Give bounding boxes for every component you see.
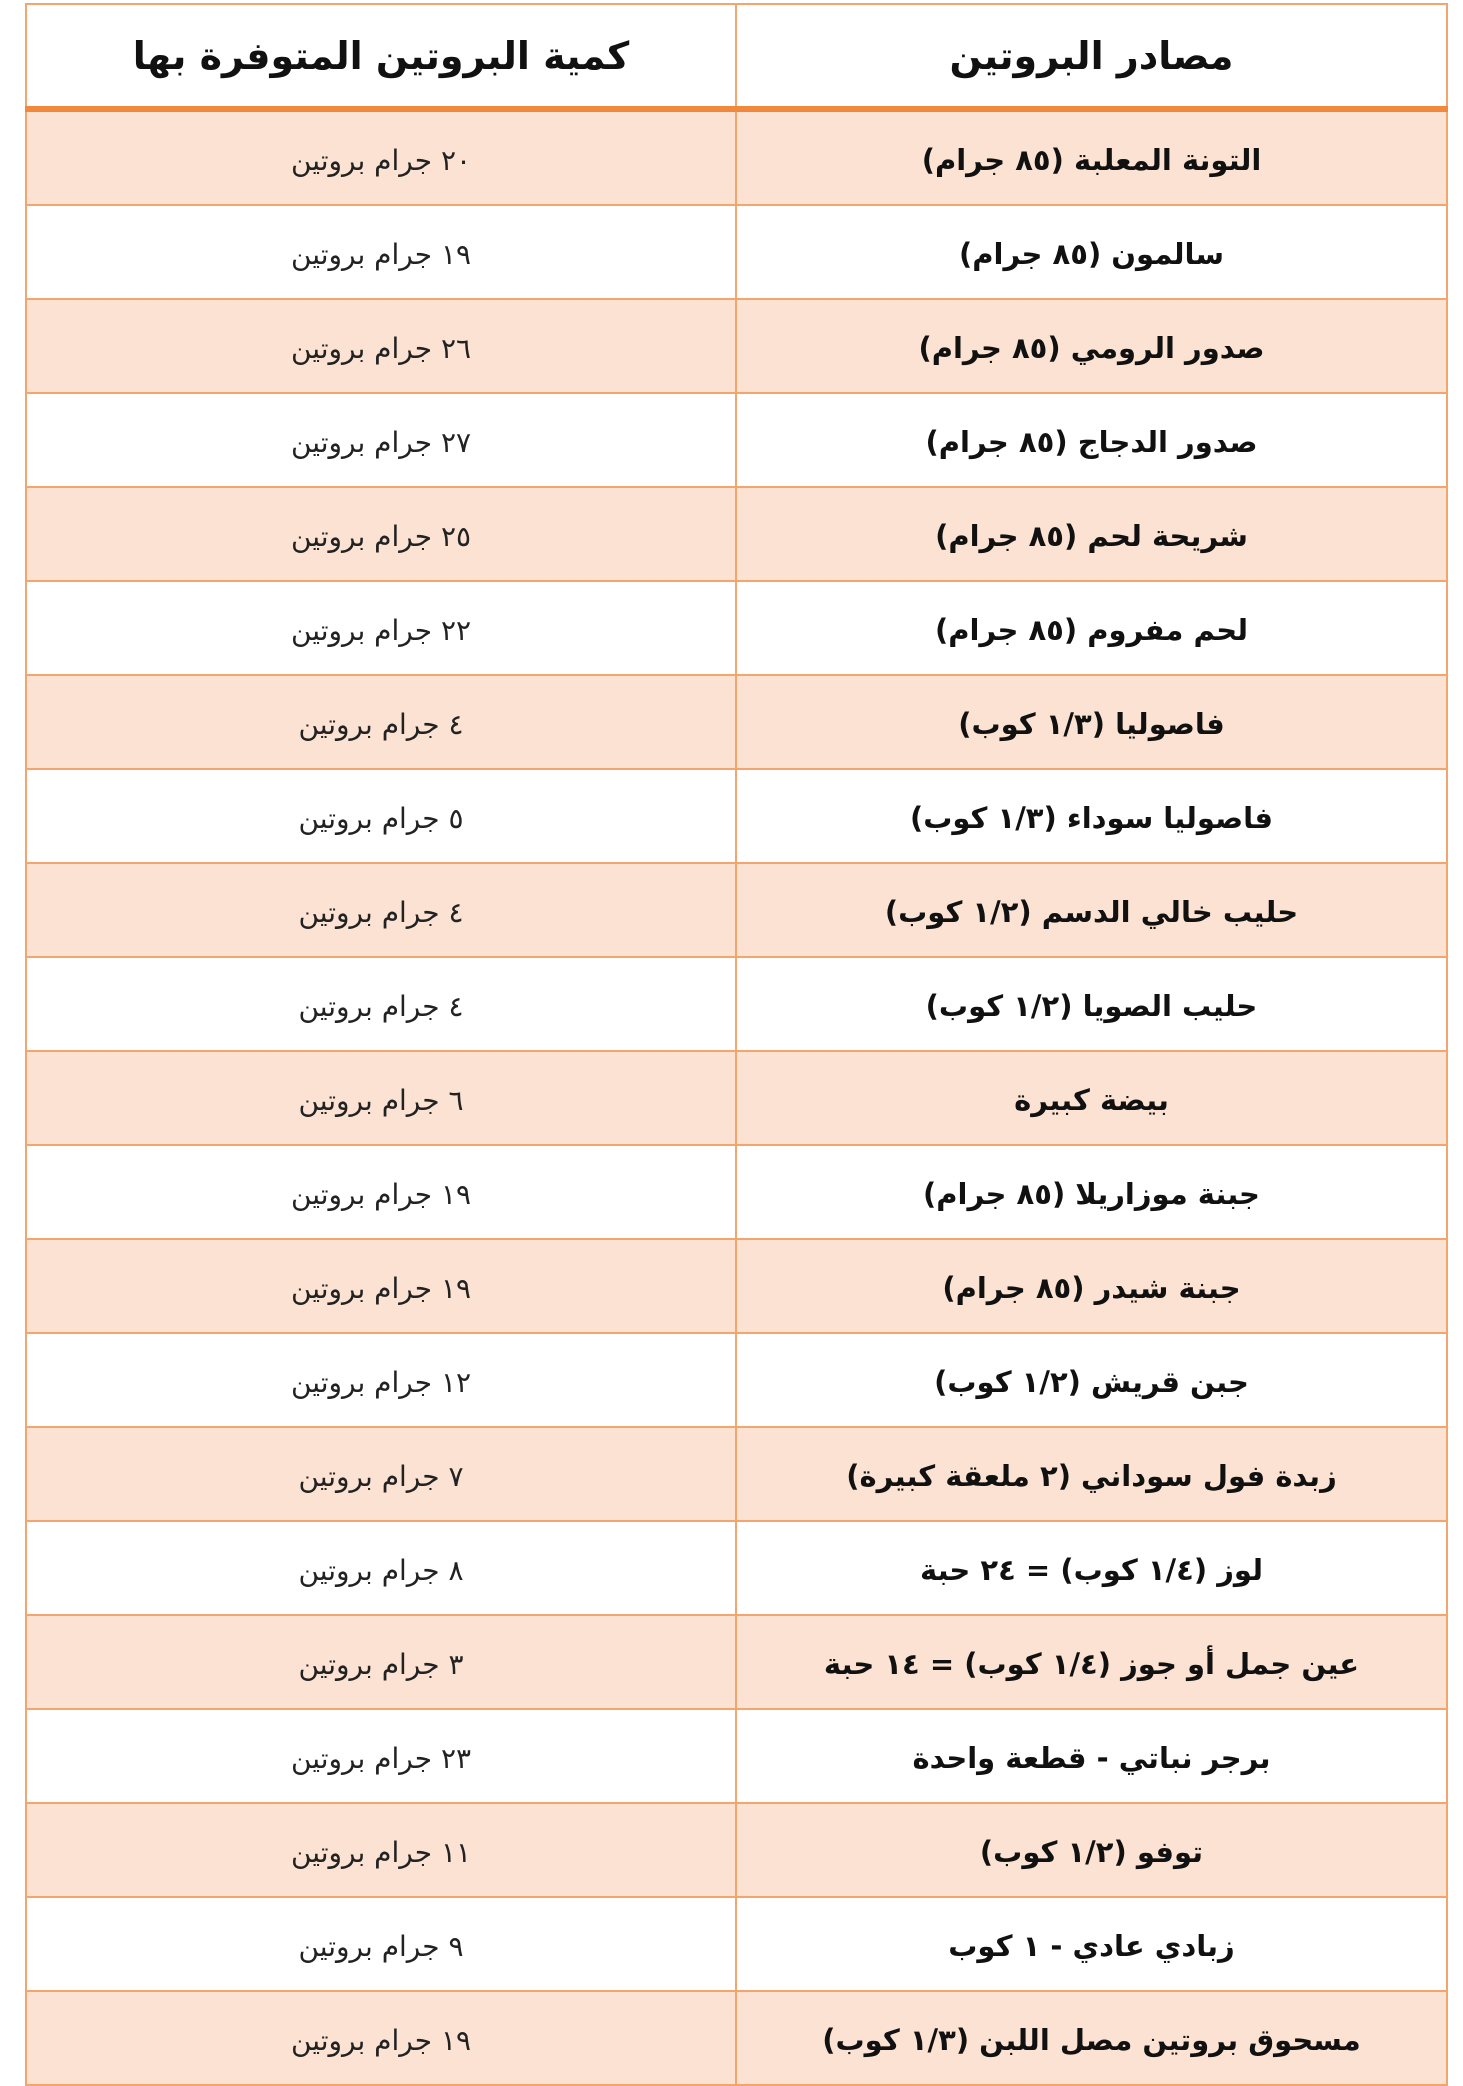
table-row — [26, 1615, 1447, 1709]
table-row — [26, 1051, 1447, 1145]
table-row — [26, 1991, 1447, 2085]
header-protein-amount: كمية البروتين المتوفرة بها — [26, 4, 736, 109]
protein-source-cell: التونة المعلبة (٨٥ جرام) — [736, 109, 1447, 205]
protein-source-cell: سالمون (٨٥ جرام) — [736, 205, 1447, 299]
protein-amount-cell: ٢٢ جرام بروتين — [26, 581, 736, 675]
table-row — [26, 1709, 1447, 1803]
protein-source-cell: عين جمل أو جوز (١/٤ كوب) = ١٤ حبة — [736, 1615, 1447, 1709]
table-row — [26, 769, 1447, 863]
protein-amount-cell: ٢٣ جرام بروتين — [26, 1709, 736, 1803]
protein-amount-cell: ٢٧ جرام بروتين — [26, 393, 736, 487]
table-row — [26, 393, 1447, 487]
protein-source-cell: زبادي عادي - ١ كوب — [736, 1897, 1447, 1991]
protein-amount-cell: ٢٦ جرام بروتين — [26, 299, 736, 393]
protein-amount-cell: ٤ جرام بروتين — [26, 957, 736, 1051]
protein-source-cell: حليب الصويا (١/٢ كوب) — [736, 957, 1447, 1051]
protein-source-cell: حليب خالي الدسم (١/٢ كوب) — [736, 863, 1447, 957]
protein-amount-cell: ١١ جرام بروتين — [26, 1803, 736, 1897]
protein-source-cell: فاصوليا (١/٣ كوب) — [736, 675, 1447, 769]
protein-amount-cell: ٦ جرام بروتين — [26, 1051, 736, 1145]
protein-source-cell: جبن قريش (١/٢ كوب) — [736, 1333, 1447, 1427]
table-row — [26, 487, 1447, 581]
protein-source-cell: بيضة كبيرة — [736, 1051, 1447, 1145]
table-row — [26, 863, 1447, 957]
protein-amount-cell: ٥ جرام بروتين — [26, 769, 736, 863]
protein-source-cell: صدور الدجاج (٨٥ جرام) — [736, 393, 1447, 487]
table-row — [26, 1521, 1447, 1615]
protein-sources-table — [25, 3, 1448, 2086]
protein-source-cell: توفو (١/٢ كوب) — [736, 1803, 1447, 1897]
table-row — [26, 581, 1447, 675]
table-row — [26, 1897, 1447, 1991]
protein-source-cell: لوز (١/٤ كوب) = ٢٤ حبة — [736, 1521, 1447, 1615]
header-protein-sources: مصادر البروتين — [736, 4, 1447, 109]
protein-amount-cell: ١٩ جرام بروتين — [26, 1991, 736, 2085]
table-row — [26, 109, 1447, 205]
protein-amount-cell: ١٩ جرام بروتين — [26, 1239, 736, 1333]
protein-amount-cell: ١٩ جرام بروتين — [26, 1145, 736, 1239]
protein-source-cell: زبدة فول سوداني (٢ ملعقة كبيرة) — [736, 1427, 1447, 1521]
table-row — [26, 675, 1447, 769]
protein-source-cell: جبنة شيدر (٨٥ جرام) — [736, 1239, 1447, 1333]
table-row — [26, 1239, 1447, 1333]
protein-source-cell: صدور الرومي (٨٥ جرام) — [736, 299, 1447, 393]
table-row — [26, 957, 1447, 1051]
protein-table-container — [25, 3, 1446, 2086]
protein-amount-cell: ٧ جرام بروتين — [26, 1427, 736, 1521]
protein-amount-cell: ١٢ جرام بروتين — [26, 1333, 736, 1427]
protein-amount-cell: ٣ جرام بروتين — [26, 1615, 736, 1709]
protein-source-cell: شريحة لحم (٨٥ جرام) — [736, 487, 1447, 581]
table-row — [26, 205, 1447, 299]
protein-amount-cell: ١٩ جرام بروتين — [26, 205, 736, 299]
protein-amount-cell: ٤ جرام بروتين — [26, 863, 736, 957]
table-row — [26, 1333, 1447, 1427]
protein-source-cell: برجر نباتي - قطعة واحدة — [736, 1709, 1447, 1803]
protein-source-cell: مسحوق بروتين مصل اللبن (١/٣ كوب) — [736, 1991, 1447, 2085]
table-row — [26, 1803, 1447, 1897]
protein-amount-cell: ٢٥ جرام بروتين — [26, 487, 736, 581]
table-row — [26, 1145, 1447, 1239]
protein-source-cell: لحم مفروم (٨٥ جرام) — [736, 581, 1447, 675]
table-header-row — [26, 4, 1447, 109]
protein-amount-cell: ٨ جرام بروتين — [26, 1521, 736, 1615]
protein-source-cell: فاصوليا سوداء (١/٣ كوب) — [736, 769, 1447, 863]
table-row — [26, 299, 1447, 393]
table-row — [26, 1427, 1447, 1521]
protein-amount-cell: ٤ جرام بروتين — [26, 675, 736, 769]
protein-amount-cell: ٩ جرام بروتين — [26, 1897, 736, 1991]
protein-source-cell: جبنة موزاريلا (٨٥ جرام) — [736, 1145, 1447, 1239]
protein-amount-cell: ٢٠ جرام بروتين — [26, 109, 736, 205]
